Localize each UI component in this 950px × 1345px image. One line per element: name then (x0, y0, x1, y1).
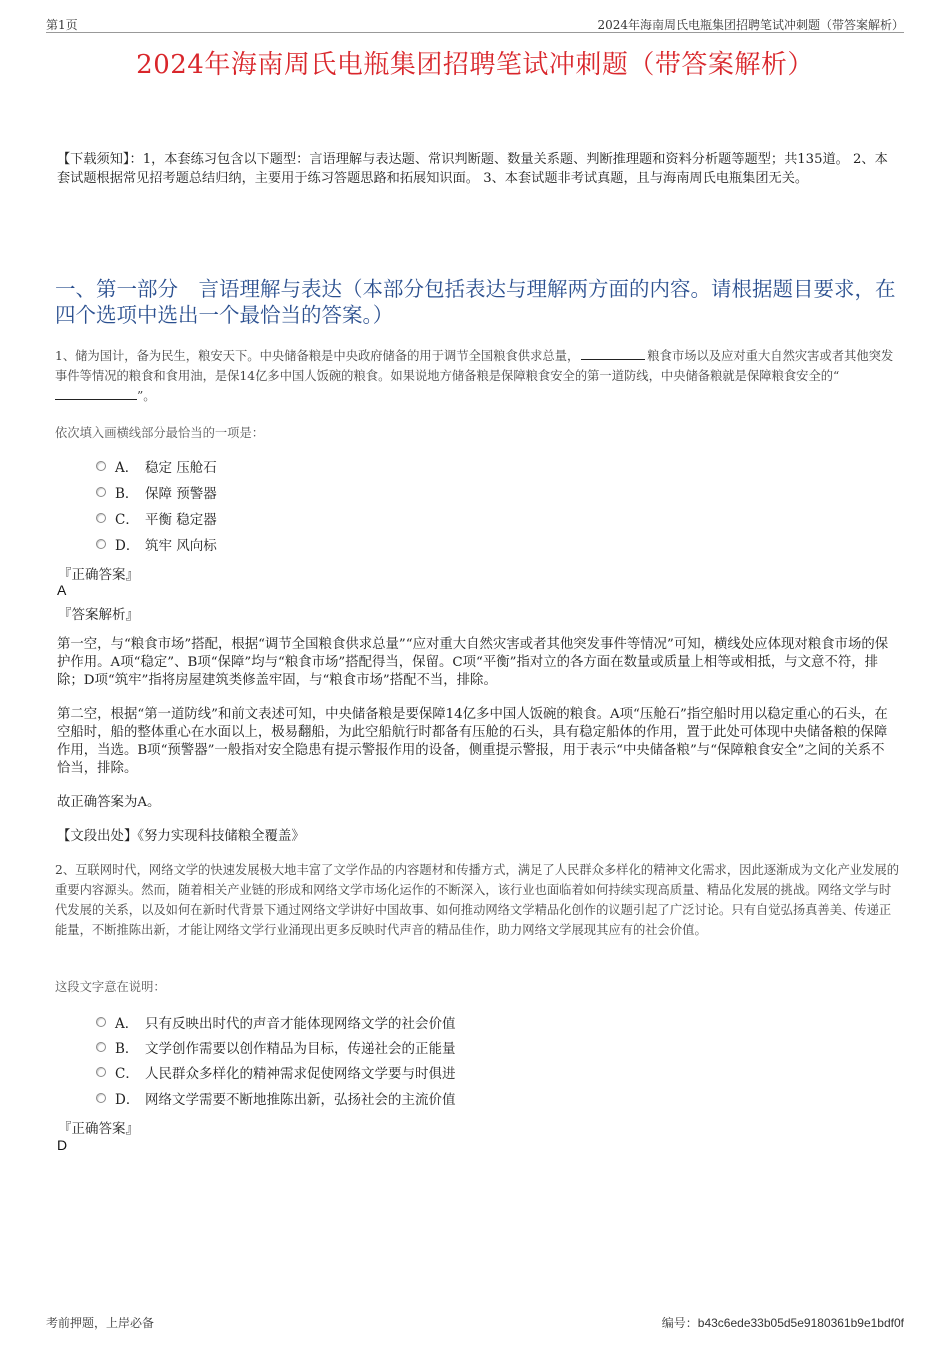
fill-blank-1 (581, 347, 645, 360)
radio-icon[interactable] (96, 487, 106, 497)
question-1-text (55, 346, 900, 406)
radio-icon[interactable] (96, 513, 106, 523)
download-notice: 【下载须知】：1，本套练习包含以下题型：言语理解与表达题、常识判断题、数量关系题、判断推理题和资料分析题等题型；共135道。 2、本套试题根据常见招考题总结归纳，主要用于练习答题思路和拓展知识面。 3、本套试题非考试真题，且与海南周氏电瓶集团无关。 (57, 152, 888, 186)
document-title: 2024年海南周氏电瓶集团招聘笔试冲刺题（带答案解析） (136, 50, 814, 80)
radio-icon[interactable] (96, 1093, 106, 1103)
q2-answer: D (57, 1137, 68, 1153)
q1-analysis-paragraph-2: 第二空，根据“第一道防线”和前文表述可知，中央储备粮是要保障14亿多中国人饭碗的粮食。A项“压舱石”指空船时用以稳定重心的石头，在空船时，船的整体重心在水面以上，极易翻船，为此空船航行时都备有压舱的石头，具有稳定船体的作用，置于此处可体现中央储备粮的保障作用，当选。B项“预警器”一般指对安全隐患有提示警报作用的设备，侧重提示警报，用于表示“中央储备粮”与“保障粮食安全”之间的关系不恰当，排除。 (57, 707, 888, 776)
radio-icon[interactable] (96, 461, 106, 471)
q2-option-c[interactable]: C． 人民群众多样化的精神需求促使网络文学要与时俱进 (96, 1061, 456, 1083)
fill-blank-2 (55, 387, 137, 400)
q1-text-part-b: 粮食市场以及应对重大自然灾害或者其他突发事件等情况的粮食和食用油，是保14亿多中国人饭碗的粮食。如果说地方储备粮是保障粮食安全的第一道防线，中央储备粮就是保障粮食安全的“ (55, 349, 894, 383)
q1-option-a[interactable]: A． 稳定 压舱石 (96, 455, 217, 477)
code-label: 编号： (661, 1316, 698, 1330)
q1-text-part-a: 1、储为国计，备为民生，粮安天下。中央储备粮是中央政府储备的用于调节全国粮食供求总量， (55, 349, 580, 363)
radio-icon[interactable] (96, 539, 106, 549)
q1-analysis-label: 『答案解析』 (58, 607, 139, 623)
section-heading: 一、第一部分 言语理解与表达（本部分包括表达与理解两方面的内容。请根据题目要求，在四个选项中选出一个最恰当的答案。） (55, 277, 896, 327)
q1-source: 【文段出处】《努力实现科技储粮全覆盖》 (57, 829, 305, 844)
footer-slogan: 考前押题，上岸必备 (46, 1316, 155, 1330)
q1-option-d[interactable]: D． 筑牢 风向标 (96, 533, 217, 555)
q1-option-c[interactable]: C． 平衡 稳定器 (96, 507, 217, 529)
q1-answer-label: 『正确答案』 (58, 567, 139, 583)
radio-icon[interactable] (96, 1017, 106, 1027)
q1-answer: A (57, 582, 67, 598)
q1-conclusion: 故正确答案为A。 (57, 795, 161, 810)
q2-answer-label: 『正确答案』 (58, 1121, 139, 1137)
q2-option-a[interactable]: A． 只有反映出时代的声音才能体现网络文学的社会价值 (96, 1011, 456, 1033)
header-doc-title: 2024年海南周氏电瓶集团招聘笔试冲刺题（带答案解析） (597, 18, 904, 32)
q2-option-b[interactable]: B． 文学创作需要以创作精品为目标，传递社会的正能量 (96, 1036, 456, 1058)
code-value: b43c6ede33b05d5e9180361b9e1bdf0f (697, 1316, 904, 1330)
q1-analysis-paragraph-1: 第一空，与“粮食市场”搭配，根据“调节全国粮食供求总量”“应对重大自然灾害或者其他突发事件等情况”可知，横线处应体现对粮食市场的保护作用。A项“稳定”、B项“保障”均与“粮食市场”搭配得当，保留。C项“平衡”指对立的各方面在数量或质量上相等或相抵，与文意不符，排除；D项“筑牢”指将房屋建筑类修盖牢固，与“粮食市场”搭配不当，排除。 (57, 637, 889, 688)
page-number: 第1页 (46, 18, 78, 32)
radio-icon[interactable] (96, 1042, 106, 1052)
page-header (46, 14, 904, 33)
footer-document-code (662, 1314, 904, 1331)
q2-option-d[interactable]: D． 网络文学需要不断地推陈出新，弘扬社会的主流价值 (96, 1087, 456, 1109)
q2-prompt: 这段文字意在说明： (55, 980, 166, 994)
question-2-text: 2、互联网时代，网络文学的快速发展极大地丰富了文学作品的内容题材和传播方式，满足了人民群众多样化的精神文化需求，因此逐渐成为文化产业发展的重要内容源头。然而，随着相关产业链的形成和网络文学市场化运作的不断深入，该行业也面临着如何持续实现高质量、精品化发展的挑战。网络文学与时代发展的关系，以及如何在新时代背景下通过网络文学讲好中国故事、如何推动网络文学精品化创作的议题引起了广泛讨论。只有自觉弘扬真善美、传递正能量，不断推陈出新，才能让网络文学行业涌现出更多反映时代声音的精品佳作，助力网络文学展现其应有的社会价值。 (55, 863, 900, 937)
q1-text-part-c: ”。 (137, 389, 156, 403)
radio-icon[interactable] (96, 1067, 106, 1077)
q1-prompt: 依次填入画横线部分最恰当的一项是： (55, 426, 265, 440)
q1-option-b[interactable]: B． 保障 预警器 (96, 481, 217, 503)
